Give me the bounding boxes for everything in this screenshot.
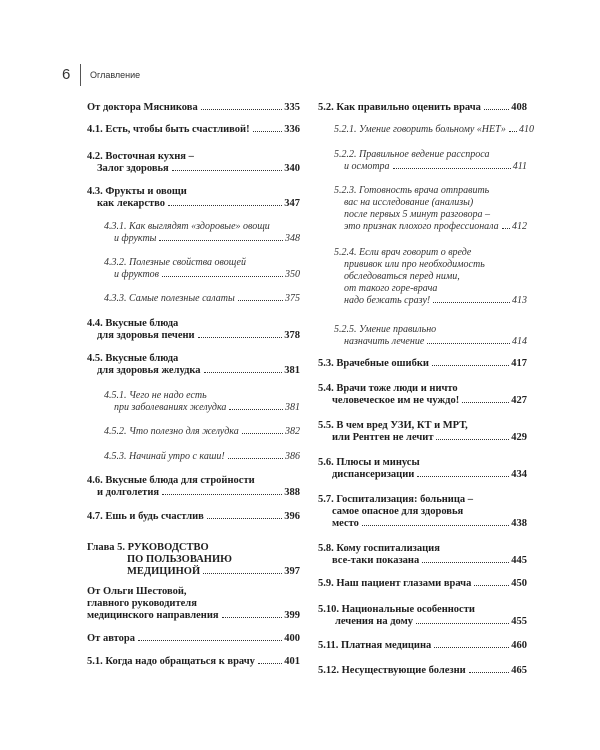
toc-entry-text: человеческое им не чуждо! — [332, 395, 460, 406]
toc-entry — [87, 257, 300, 281]
toc-entry — [87, 656, 300, 668]
toc-page-number: 397 — [284, 566, 300, 577]
toc-page-number: 445 — [511, 555, 527, 566]
toc-entry — [318, 420, 527, 444]
toc-entry — [318, 358, 527, 370]
toc-page-number: 378 — [284, 330, 300, 341]
toc-entry — [318, 383, 527, 407]
dot-leader — [242, 433, 283, 434]
toc-entry-text: для здоровья желудка — [97, 365, 201, 376]
toc-entry-text: лечения на дому — [335, 616, 413, 627]
toc-entry-text: 5.12. Несуществующие болезни — [318, 665, 466, 676]
toc-entry-text: и фрукты — [114, 233, 157, 244]
toc-entry-text: 5.5. В чем вред УЗИ, КТ и МРТ, — [318, 420, 468, 431]
dot-leader — [204, 372, 283, 373]
toc-page-number: 388 — [284, 487, 300, 498]
dot-leader — [228, 458, 283, 459]
dot-leader — [433, 302, 510, 303]
dot-leader — [469, 672, 510, 673]
toc-entry-text: 4.5.1. Чего не надо есть — [104, 390, 207, 401]
toc-entry — [318, 102, 527, 114]
toc-entry-text: после первых 5 минут разговора – — [344, 209, 490, 220]
toc-entry-text: От автора — [87, 633, 135, 644]
toc-entry-text: 4.3.1. Как выглядят «здоровые» овощи — [104, 221, 270, 232]
toc-entry-text: 4.6. Вкусные блюда для стройности — [87, 475, 255, 486]
toc-entry-text: и осмотра — [344, 161, 390, 172]
toc-entry-text: 5.7. Госпитализация: больница – — [318, 494, 474, 505]
toc-page-number: 417 — [511, 358, 527, 369]
toc-entry-text: 4.1. Есть, чтобы быть счастливой! — [87, 124, 250, 135]
toc-entry-text: 4.3.2. Полезные свойства овощей — [104, 257, 246, 268]
toc-page-number: 438 — [511, 518, 527, 529]
toc-entry-text: вас на исследование (анализы) — [344, 197, 474, 208]
toc-entry — [87, 124, 300, 136]
dot-leader — [162, 276, 283, 277]
toc-page-number: 413 — [512, 295, 527, 306]
dot-leader — [436, 439, 509, 440]
dot-leader — [203, 573, 282, 574]
dot-leader — [422, 562, 509, 563]
toc-page-number: 427 — [511, 395, 527, 406]
toc-entry — [87, 633, 300, 645]
dot-leader — [222, 617, 283, 618]
dot-leader — [417, 476, 509, 477]
toc-entry-text: самое опасное для здоровья — [332, 506, 464, 517]
toc-page-number: 399 — [284, 610, 300, 621]
toc-page-number: 410 — [518, 124, 534, 135]
toc-entry-text: и фруктов — [114, 269, 160, 280]
toc-entry-text: обследоваться перед ними, — [344, 271, 460, 282]
toc-entry-text: 5.4. Врачи тоже люди и ничто — [318, 383, 458, 394]
toc-entry — [318, 185, 527, 233]
toc-page-number: 460 — [511, 640, 527, 651]
toc-page-number: 455 — [511, 616, 527, 627]
dot-leader — [362, 525, 509, 526]
toc-entry — [87, 586, 300, 622]
toc-page-number: 408 — [511, 102, 527, 113]
toc-entry-text: 4.3.3. Самые полезные салаты — [104, 293, 235, 304]
toc-entry — [318, 124, 534, 136]
dot-leader — [207, 518, 282, 519]
toc-page-number: 400 — [284, 633, 300, 644]
toc-page-number: 412 — [512, 221, 527, 232]
toc-page-number: 381 — [285, 402, 300, 413]
toc-entry-text: 5.8. Кому госпитализация — [318, 543, 440, 554]
toc-entry-text: 5.2.5. Умение правильно — [334, 324, 437, 335]
toc-page-number: 465 — [511, 665, 527, 676]
header-divider — [80, 64, 81, 86]
dot-leader — [172, 170, 283, 171]
toc-entry-text: для здоровья печени — [97, 330, 195, 341]
dot-leader — [484, 109, 509, 110]
dot-leader — [509, 131, 517, 132]
toc-entry — [87, 151, 300, 175]
toc-entry — [318, 494, 527, 530]
toc-page-number: 396 — [284, 511, 300, 522]
dot-leader — [198, 337, 283, 338]
toc-entry-text: 4.3. Фрукты и овощи — [87, 186, 187, 197]
toc-entry-text: 5.2.4. Если врач говорит о вреде — [334, 247, 472, 258]
toc-entry-text: диспансеризации — [332, 469, 415, 480]
toc-entry-text: как лекарство — [97, 198, 166, 209]
dot-leader — [393, 168, 511, 169]
dot-leader — [462, 402, 509, 403]
toc-page-number: 382 — [285, 426, 300, 437]
dot-leader — [427, 343, 510, 344]
toc-page-number: 434 — [511, 469, 527, 480]
toc-entry — [318, 640, 527, 652]
toc-entry — [318, 543, 527, 567]
toc-page-number: 414 — [512, 336, 527, 347]
toc-entry — [87, 318, 300, 342]
toc-entry-text: 5.10. Национальные особенности — [318, 604, 475, 615]
toc-entry-text: ПО ПОЛЬЗОВАНИЮ — [127, 554, 232, 565]
toc-page-number: 335 — [284, 102, 300, 113]
toc-page-number: 340 — [284, 163, 300, 174]
toc-page-number: 386 — [285, 451, 300, 462]
toc-entry — [318, 247, 527, 307]
toc-entry — [87, 353, 300, 377]
toc-entry — [87, 186, 300, 210]
dot-leader — [432, 365, 509, 366]
toc-page-number: 381 — [284, 365, 300, 376]
toc-entry-text: надо бежать сразу! — [344, 295, 431, 306]
dot-leader — [502, 228, 510, 229]
toc-entry-text: 4.5.2. Что полезно для желудка — [104, 426, 239, 437]
toc-page-number: 336 — [284, 124, 300, 135]
toc-entry-text: 5.2.3. Готовность врача отправить — [334, 185, 490, 196]
toc-entry — [87, 102, 300, 114]
toc-entry-text: 5.11. Платная медицина — [318, 640, 432, 651]
dot-leader — [253, 131, 283, 132]
toc-entry-text: 5.9. Наш пациент глазами врача — [318, 578, 472, 589]
toc-entry-text: 5.2.2. Правильное ведение расспроса — [334, 149, 490, 160]
toc-entry-text: назначить лечение — [344, 336, 425, 347]
toc-entry — [87, 221, 300, 245]
toc-entry-text: и долголетия — [97, 487, 160, 498]
toc-entry-text: 5.2. Как правильно оценить врача — [318, 102, 481, 113]
dot-leader — [229, 409, 283, 410]
toc-entry — [318, 665, 527, 677]
toc-entry-text: Залог здоровья — [97, 163, 169, 174]
toc-entry-text: это признак плохого профессионала — [344, 221, 499, 232]
toc-page-number: 348 — [285, 233, 300, 244]
toc-entry-text: от такого горе-врача — [344, 283, 438, 294]
toc-entry — [87, 426, 300, 438]
toc-entry-text: медицинского направления — [87, 610, 219, 621]
toc-entry-text: 5.6. Плюсы и минусы — [318, 457, 420, 468]
dot-leader — [238, 300, 283, 301]
dot-leader — [201, 109, 283, 110]
toc-entry-text: 4.5. Вкусные блюда — [87, 353, 179, 364]
toc-entry — [87, 511, 300, 523]
toc-entry-text: все-таки показана — [332, 555, 420, 566]
toc-page-number: 350 — [285, 269, 300, 280]
dot-leader — [474, 585, 509, 586]
toc-entry — [87, 542, 300, 578]
toc-entry-text: Глава 5. РУКОВОДСТВО — [87, 542, 209, 553]
dot-leader — [258, 663, 282, 664]
toc-entry-text: главного руководителя — [87, 598, 197, 609]
toc-entry-text: От доктора Мясникова — [87, 102, 198, 113]
toc-entry-text: при заболеваниях желудка — [114, 402, 227, 413]
toc-page-number: 375 — [285, 293, 300, 304]
toc-entry — [87, 293, 300, 305]
toc-entry-text: прививок или про необходимость — [344, 259, 485, 270]
toc-entry-text: 4.5.3. Начинай утро с каши! — [104, 451, 225, 462]
dot-leader — [168, 205, 282, 206]
toc-entry-text: 4.4. Вкусные блюда — [87, 318, 179, 329]
toc-entry-text: 5.1. Когда надо обращаться к врачу — [87, 656, 255, 667]
toc-entry-text: МЕДИЦИНОЙ — [127, 566, 201, 577]
toc-entry-text: место — [332, 518, 359, 529]
toc-entry — [87, 390, 300, 414]
toc-page-number: 347 — [284, 198, 300, 209]
toc-entry — [318, 604, 527, 628]
dot-leader — [434, 647, 509, 648]
toc-entry-text: 5.3. Врачебные ошибки — [318, 358, 429, 369]
toc-entry-text: 4.7. Ешь и будь счастлив — [87, 511, 204, 522]
toc-entry — [87, 475, 300, 499]
toc-entry — [318, 457, 527, 481]
dot-leader — [159, 240, 283, 241]
dot-leader — [138, 640, 282, 641]
toc-page-number: 429 — [511, 432, 527, 443]
toc-entry — [318, 149, 527, 173]
toc-page-number: 401 — [284, 656, 300, 667]
dot-leader — [162, 494, 282, 495]
running-header-title: Оглавление — [90, 70, 141, 80]
toc-entry-text: 4.2. Восточная кухня – — [87, 151, 194, 162]
toc-entry-text: 5.2.1. Умение говорить больному «НЕТ» — [334, 124, 506, 135]
toc-page-number: 411 — [512, 161, 527, 172]
toc-entry-text: или Рентген не лечит — [332, 432, 434, 443]
toc-page-number: 450 — [511, 578, 527, 589]
toc-entry — [318, 578, 527, 590]
page-number: 6 — [62, 66, 71, 83]
dot-leader — [416, 623, 509, 624]
toc-entry — [87, 451, 300, 463]
toc-entry — [318, 324, 527, 348]
toc-entry-text: От Ольги Шестовой, — [87, 586, 187, 597]
